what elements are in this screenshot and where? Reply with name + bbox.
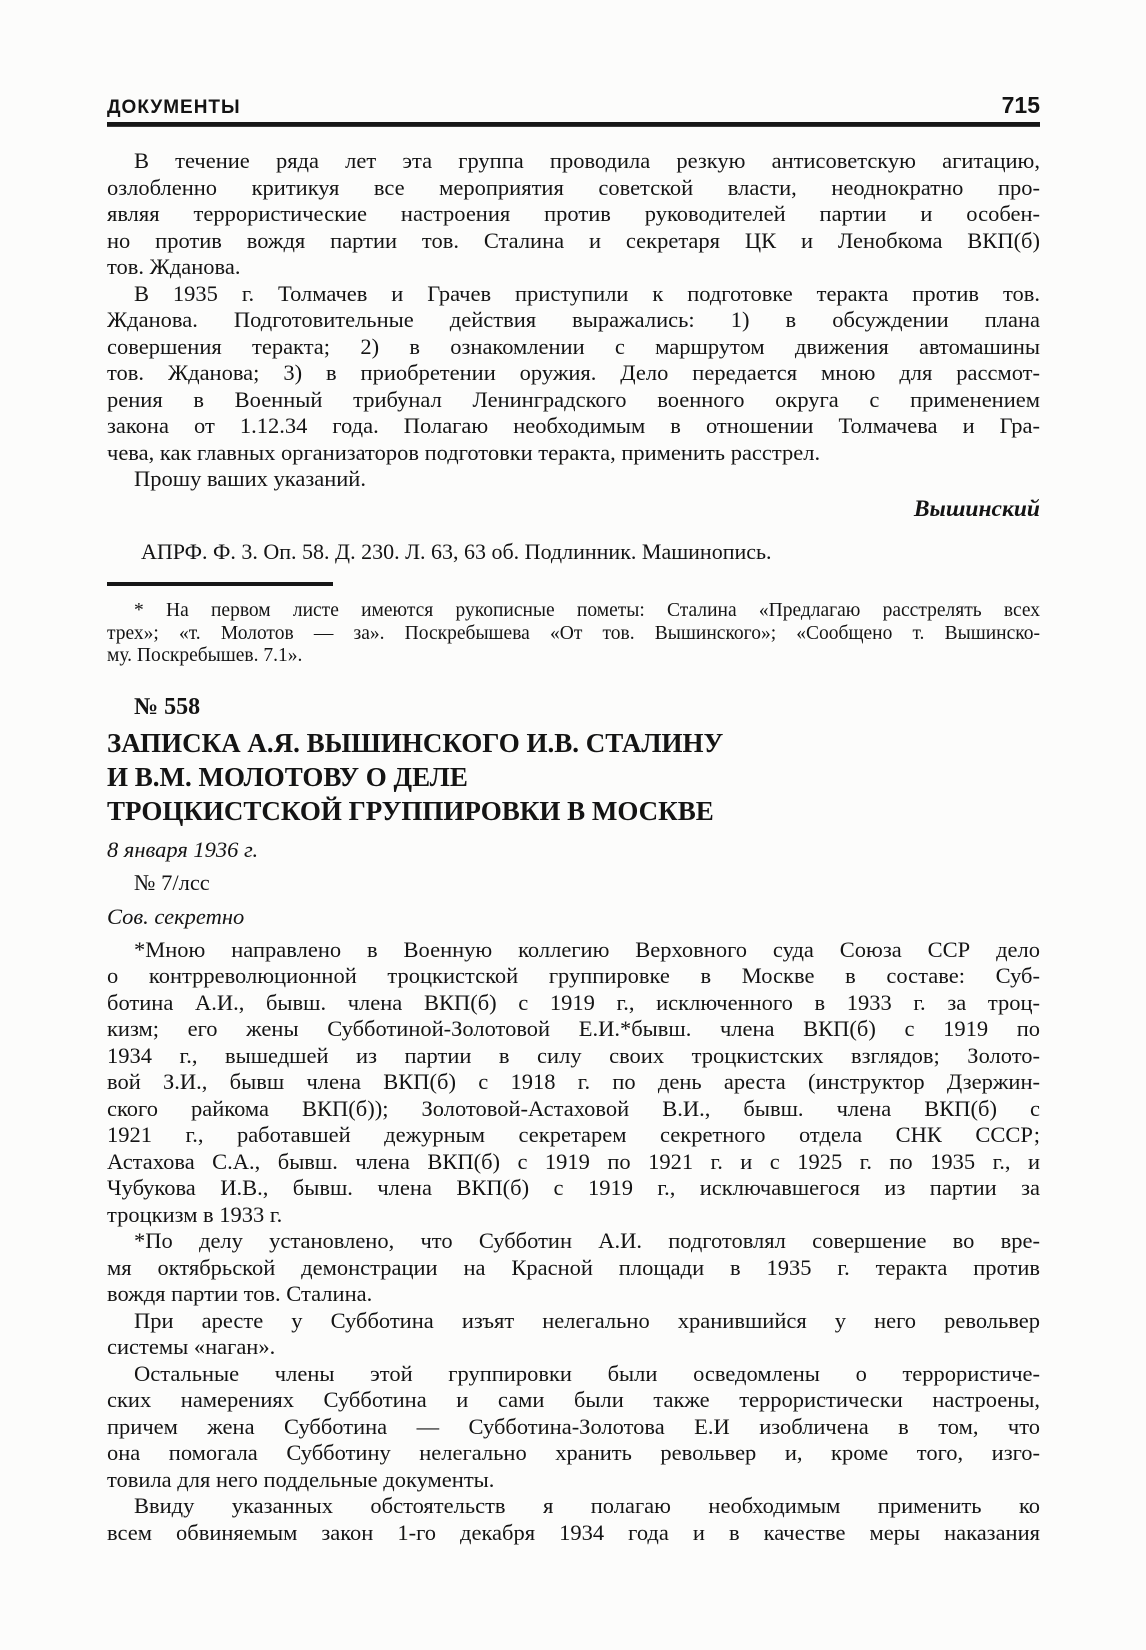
text-line: троцкизм в 1933 г.: [107, 1201, 283, 1227]
text-line: ского райкома ВКП(б)); Золотовой-Астаховой В.И., бывш. члена ВКП(б) с: [107, 1095, 1040, 1121]
text-line: чева, как главных организаторов подготовки теракта, применить расстрел.: [107, 439, 821, 465]
text-line: тов. Жданова.: [107, 254, 241, 279]
footnote-separator: [107, 582, 333, 586]
archive-reference: АПРФ. Ф. 3. Оп. 58. Д. 230. Л. 63, 63 об. Подлинник. Машинопись.: [141, 538, 772, 564]
paragraph: [107, 466, 1040, 493]
document-558-paragraphs: [107, 937, 1040, 1547]
paragraph: [107, 148, 1040, 281]
text-line: ботина А.И., бывш. члена ВКП(б) с 1919 г., исключенного в 1933 г. за троц-: [107, 989, 1040, 1015]
paragraph: [107, 1361, 1040, 1494]
text-line: При аресте у Субботина изъят нелегально хранившийся у него револьвер: [134, 1307, 1040, 1333]
page-content: [107, 0, 1040, 1546]
text-line: тов. Жданова; 3) в приобретении оружия. Дело передается мною для рассмот-: [107, 360, 1040, 385]
document-ref-number: № 7/лсс: [134, 869, 210, 895]
header-rule: [107, 122, 1040, 127]
paragraph: [107, 1493, 1040, 1546]
page-header: [107, 0, 1040, 119]
document-557-paragraphs: [107, 148, 1040, 493]
text-line: мя октябрьской демонстрации на Красной площади в 1935 г. теракта против: [107, 1254, 1040, 1280]
text-line: озлобленно критикуя все мероприятия советской власти, неоднократно про-: [107, 174, 1040, 200]
text-line: рения в Военный трибунал Ленинградского военного округа с применением: [107, 386, 1040, 412]
text-line: Прошу ваших указаний.: [134, 466, 366, 491]
text-line: совершения теракта; 2) в ознакомлении с маршрутом движения автомашины: [107, 333, 1040, 359]
text-line: 1921 г., работавшей дежурным секретарем секретного отдела СНК СССР;: [107, 1122, 1040, 1147]
text-line: * На первом листе имеются рукописные пометы: Сталина «Предлагаю расстрелять всех: [134, 600, 1040, 621]
running-title: ДОКУМЕНТЫ: [107, 97, 241, 118]
text-line: *По делу установлено, что Субботин А.И. подготовлял совершение во вре-: [134, 1228, 1040, 1253]
title-line: ЗАПИСКА А.Я. ВЫШИНСКОГО И.В. СТАЛИНУ: [107, 727, 724, 758]
text-line: она помогала Субботину нелегально хранить револьвер и, кроме того, изго-: [107, 1440, 1040, 1465]
text-line: Ввиду указанных обстоятельств я полагаю необходимым применить ко: [134, 1493, 1040, 1518]
text-line: вождя партии тов. Сталина.: [107, 1281, 373, 1306]
text-line: В течение ряда лет эта группа проводила резкую антисоветскую агитацию,: [134, 148, 1040, 173]
title-line: ТРОЦКИСТСКОЙ ГРУППИРОВКИ В МОСКВЕ: [107, 795, 714, 826]
text-line: Чубукова И.В., бывш. члена ВКП(б) с 1919 г., исключавшегося из партии за: [107, 1175, 1040, 1200]
text-line: трех»; «т. Молотов — за». Поскребышева «От тов. Вышинского»; «Сообщено т. Вышинско-: [107, 622, 1040, 644]
document-558: [107, 693, 1040, 1547]
text-line: *Мною направлено в Военную коллегию Верховного суда Союза ССР дело: [134, 936, 1040, 962]
text-line: му. Поскребышев. 7.1».: [107, 645, 303, 666]
document-title: [107, 726, 1040, 828]
title-line: И В.М. МОЛОТОВУ О ДЕЛЕ: [107, 761, 468, 792]
text-line: всем обвиняемым закон 1-го декабря 1934 года и в качестве меры наказания: [107, 1519, 1040, 1545]
text-line: Остальные члены этой группировки были осведомлены о террористиче-: [134, 1360, 1040, 1386]
text-line: но против вождя партии тов. Сталина и секретаря ЦК и Ленобкома ВКП(б): [107, 227, 1040, 253]
text-line: системы «наган».: [107, 1334, 276, 1359]
paragraph: [107, 1228, 1040, 1308]
paragraph: [107, 600, 1040, 668]
text-line: причем жена Субботина — Субботина-Золотова Е.И изобличена в том, что: [107, 1413, 1040, 1439]
page-number: 715: [1001, 92, 1040, 118]
document-557: [107, 148, 1040, 565]
text-line: Астахова С.А., бывш. члена ВКП(б) с 1919 по 1921 г. и с 1925 г. по 1935 г., и: [107, 1148, 1040, 1174]
text-line: о контрреволюционной троцкистской группировке в Москве в составе: Суб-: [107, 963, 1040, 988]
text-line: кизм; его жены Субботиной-Золотовой Е.И.*бывш. члена ВКП(б) с 1919 по: [107, 1016, 1040, 1041]
footnote: [107, 600, 1040, 668]
signature-vyshinsky: Вышинский: [913, 495, 1040, 522]
text-line: Жданова. Подготовительные действия выражались: 1) в обсуждении плана: [107, 307, 1040, 332]
text-line: ских намерениях Субботина и сами были также террористически настроены,: [107, 1387, 1040, 1412]
document-number: № 558: [134, 693, 201, 720]
paragraph: [107, 281, 1040, 467]
text-line: 1934 г., вышедшей из партии в силу своих троцкистских взглядов; Золото-: [107, 1042, 1040, 1068]
footnote-paragraphs: [107, 600, 1040, 668]
paragraph: [107, 1308, 1040, 1361]
text-line: товила для него поддельные документы.: [107, 1466, 495, 1492]
text-line: В 1935 г. Толмачев и Грачев приступили к подготовке теракта против тов.: [134, 280, 1040, 306]
text-line: вой З.И., бывш члена ВКП(б) с 1918 г. по день ареста (инструктор Дзержин-: [107, 1069, 1040, 1094]
classification-label: Сов. секретно: [107, 903, 245, 929]
paragraph: [107, 937, 1040, 1229]
document-date: 8 января 1936 г.: [107, 836, 259, 862]
text-line: являя террористические настроения против руководителей партии и особен-: [107, 201, 1040, 226]
text-line: закона от 1.12.34 года. Полагаю необходимым в отношении Толмачева и Гра-: [107, 413, 1040, 438]
